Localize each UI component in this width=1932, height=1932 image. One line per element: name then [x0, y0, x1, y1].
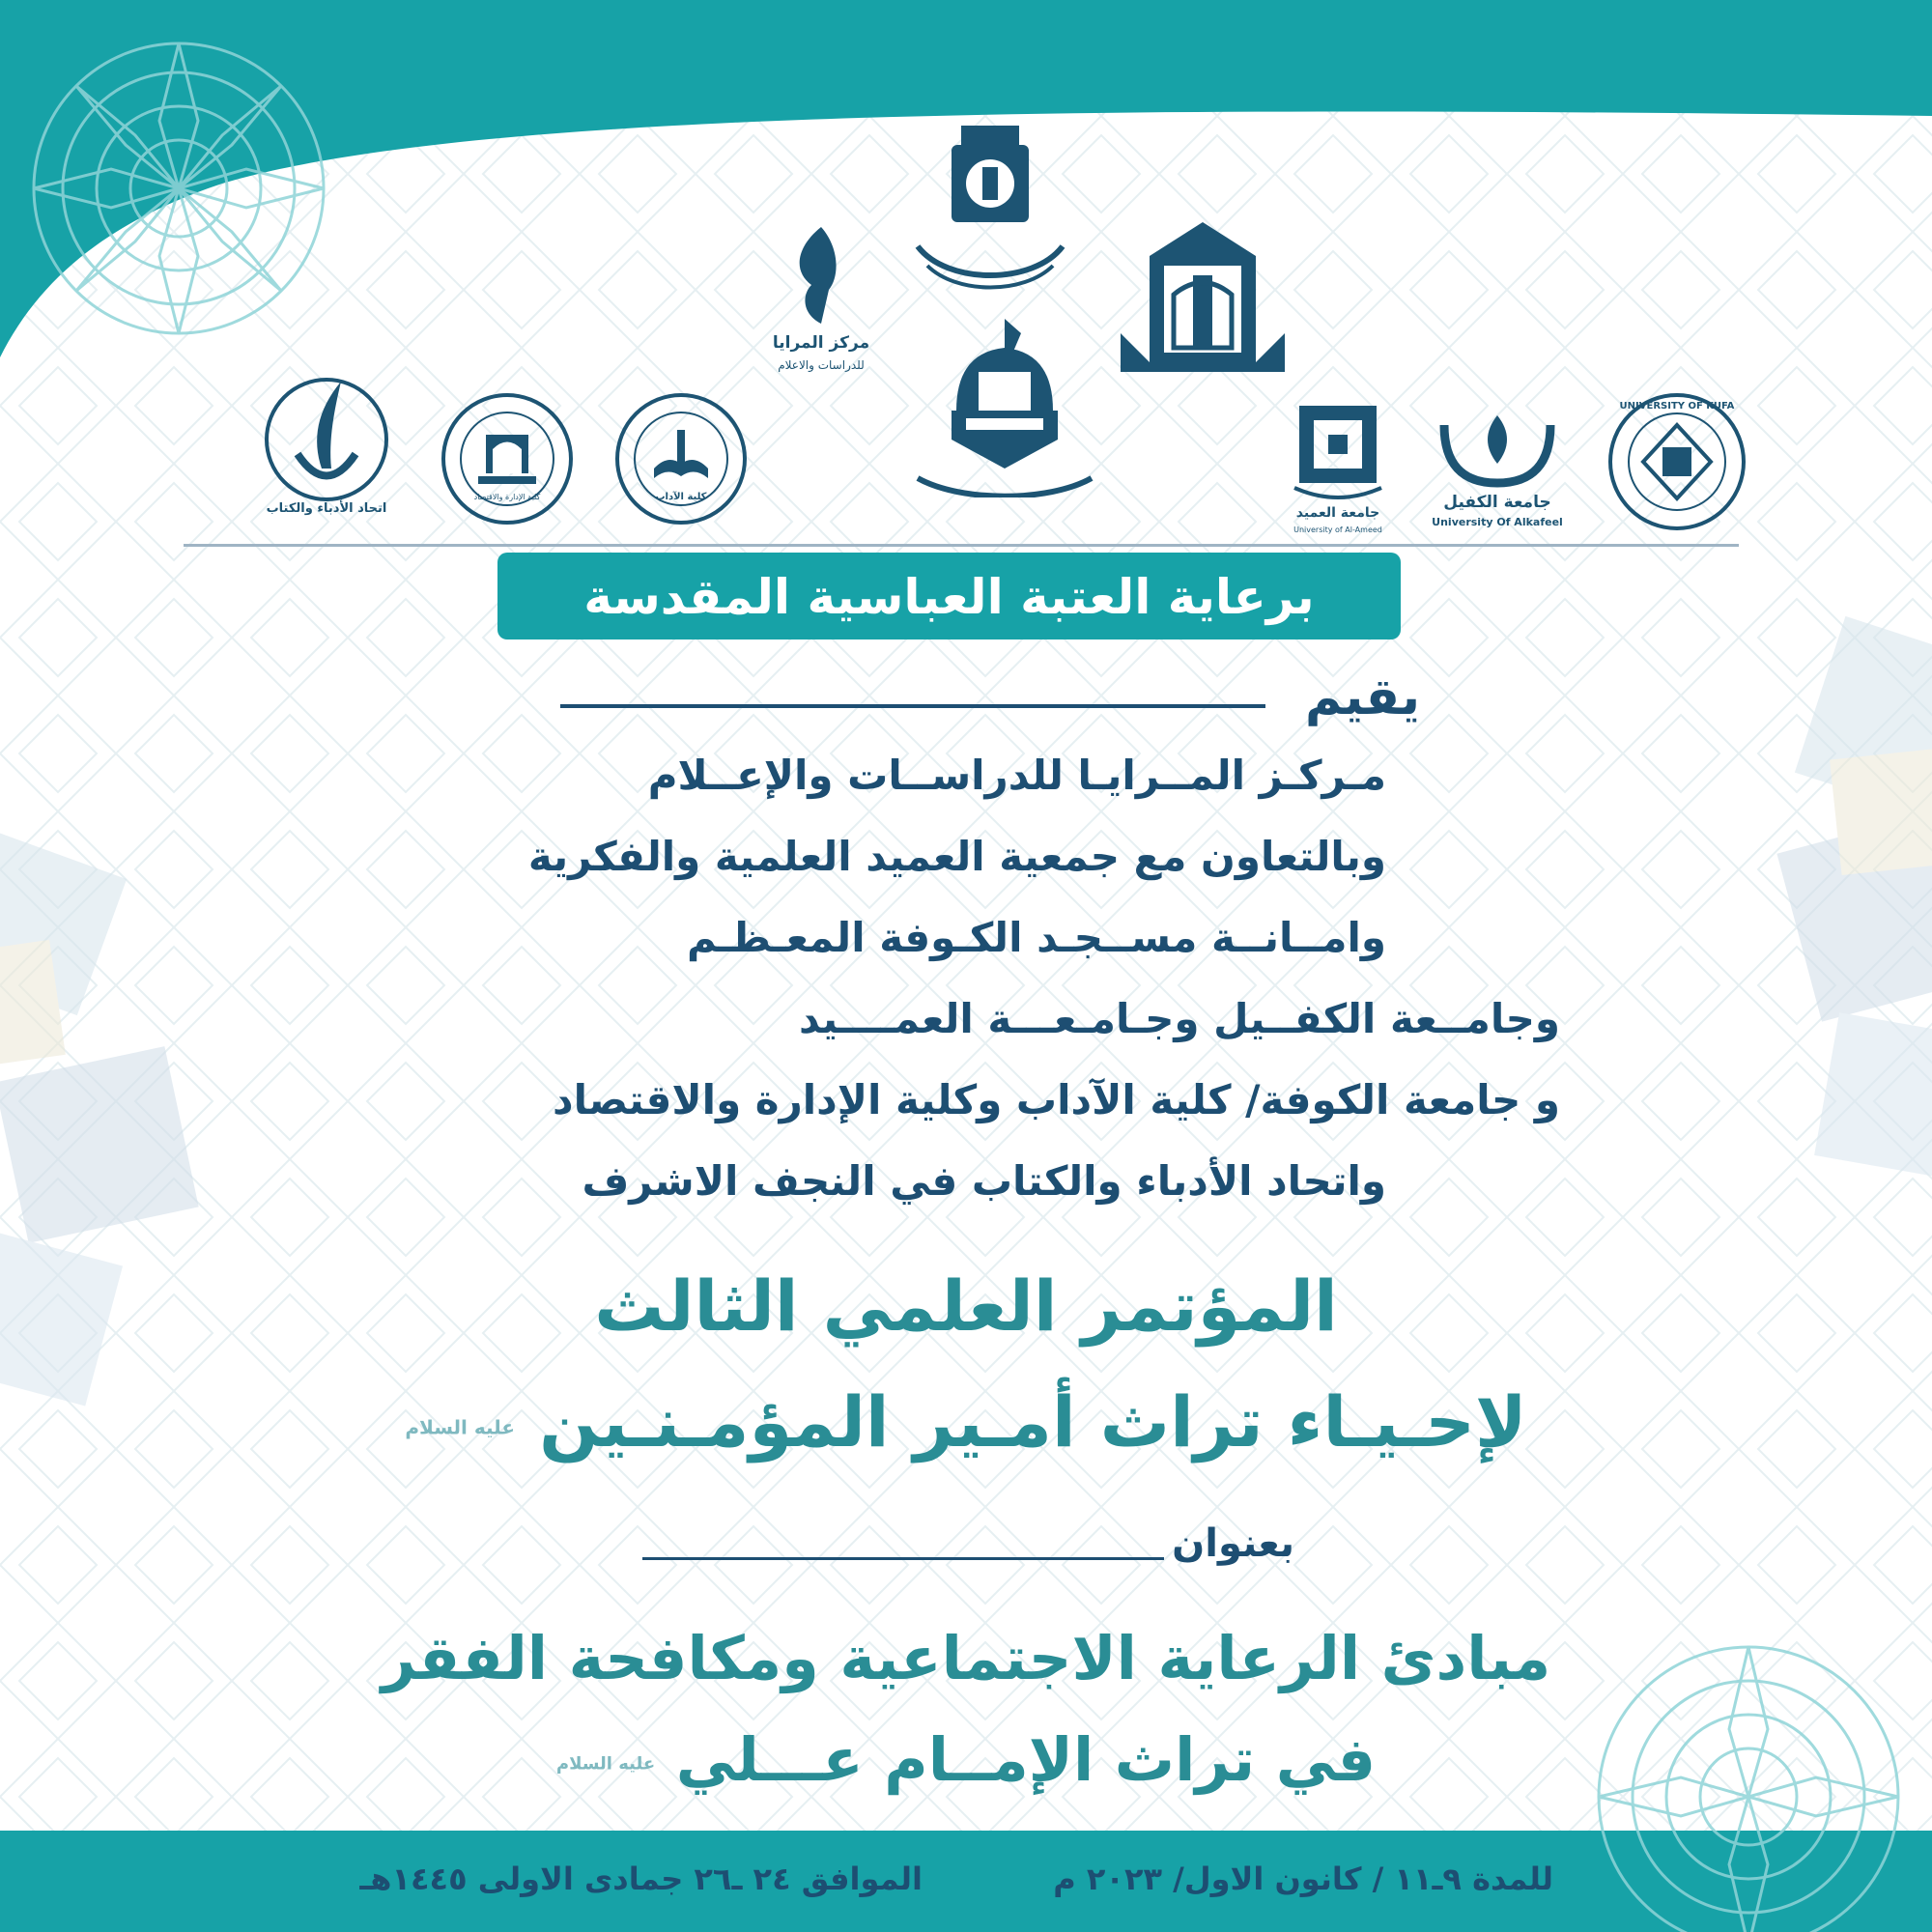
logo-alameed-university — [1285, 391, 1391, 536]
round-seal-icon — [1610, 395, 1744, 528]
round-seal-icon — [617, 395, 745, 523]
dome-icon — [918, 319, 1092, 497]
logos-divider — [184, 544, 1739, 547]
theme-line-2 — [0, 1724, 1932, 1795]
logo-kufa-university — [1606, 391, 1747, 532]
faculty-admin-caption: كلية الإدارة والاقتصاد — [473, 493, 541, 501]
logo-building — [1121, 217, 1285, 372]
alameed-caption: جامعة العميد — [1295, 505, 1380, 521]
patronage-text: برعاية العتبة العباسية المقدسة — [583, 569, 1315, 625]
conference-title-line-2 — [0, 1381, 1932, 1463]
quill-icon — [298, 382, 355, 476]
footer-date-hijri: الموافق ٢٤ ـ٢٦ جمادى الاولى ١٤٤٥هـ — [359, 1861, 923, 1897]
hosts-underline — [560, 704, 1265, 708]
logo-alkafeel-university — [1425, 406, 1570, 531]
shrine-calligraphy-icon — [918, 126, 1063, 288]
kufic-square-icon — [1294, 406, 1381, 497]
alameed-caption2: University of Al-Ameed — [1293, 526, 1382, 534]
kufa-caption: UNIVERSITY OF KUFA — [1619, 401, 1735, 412]
pen-nib-icon — [800, 227, 837, 324]
logo-mirrors-center — [744, 222, 898, 377]
alkafeel-caption: جامعة الكفيل — [1443, 493, 1551, 512]
round-seal-icon — [443, 395, 571, 523]
organizer-line-5: و جامعة الكوفة/ كلية الآداب وكلية الإدارة والاقتصاد — [553, 1076, 1560, 1123]
organizer-line-4: وجامــعة الكفــيل وجـامـعـــة العمــــيد — [798, 995, 1560, 1042]
logo-faculty-admin — [440, 391, 575, 526]
logo-faculty-arts — [613, 391, 749, 526]
organizer-line-6: واتحاد الأدباء والكتاب في النجف الاشرف — [582, 1157, 1386, 1205]
logo-ameed-society — [913, 314, 1096, 497]
mosque-building-icon — [1121, 222, 1285, 372]
theme-text: في تراث الإمــام عـــلي — [675, 1724, 1377, 1795]
mandala-ornament-top-left — [19, 29, 338, 348]
logo-abbas-shrine — [908, 121, 1072, 299]
title-underline — [642, 1557, 1164, 1560]
logo-writers-union — [259, 372, 394, 517]
organizer-line-2: وبالتعاون مع جمعية العميد العلمية والفكرية — [527, 833, 1386, 880]
conference-title-line-1: المؤتمر العلمي الثالث — [594, 1265, 1338, 1347]
title-label: بعنوان — [1172, 1521, 1294, 1566]
mirrors-center-caption2: للدراسات والاعلام — [778, 358, 865, 372]
alkafeel-caption2: University Of Alkafeel — [1432, 516, 1563, 528]
organizer-line-1: مـركـز المــرايـا للدراســات والإعــلام — [647, 752, 1386, 799]
honorific-mark: عليه السلام — [405, 1415, 515, 1439]
footer-date-gregorian: للمدة ٩ـ١١ / كانون الاول/ ٢٠٢٣ م — [1053, 1861, 1553, 1897]
conference-title-text: لإحـيـاء تراث أمـير المؤمـنـين — [539, 1381, 1527, 1463]
faculty-arts-caption: كلية الآداب — [655, 492, 707, 502]
writers-union-caption: اتحاد الأدباء والكتاب — [266, 501, 387, 516]
hosts-label: يقيم — [1305, 668, 1420, 726]
honorific-mark: عليه السلام — [555, 1753, 656, 1775]
alkafeel-mark-icon — [1444, 415, 1550, 483]
organizer-line-3: وامــانــة مســجـد الكـوفة المعـظـم — [687, 914, 1386, 961]
mirrors-center-caption: مركز المرايا — [772, 333, 870, 353]
theme-line-1: مبادئ الرعاية الاجتماعية ومكافحة الفقر — [381, 1623, 1551, 1693]
